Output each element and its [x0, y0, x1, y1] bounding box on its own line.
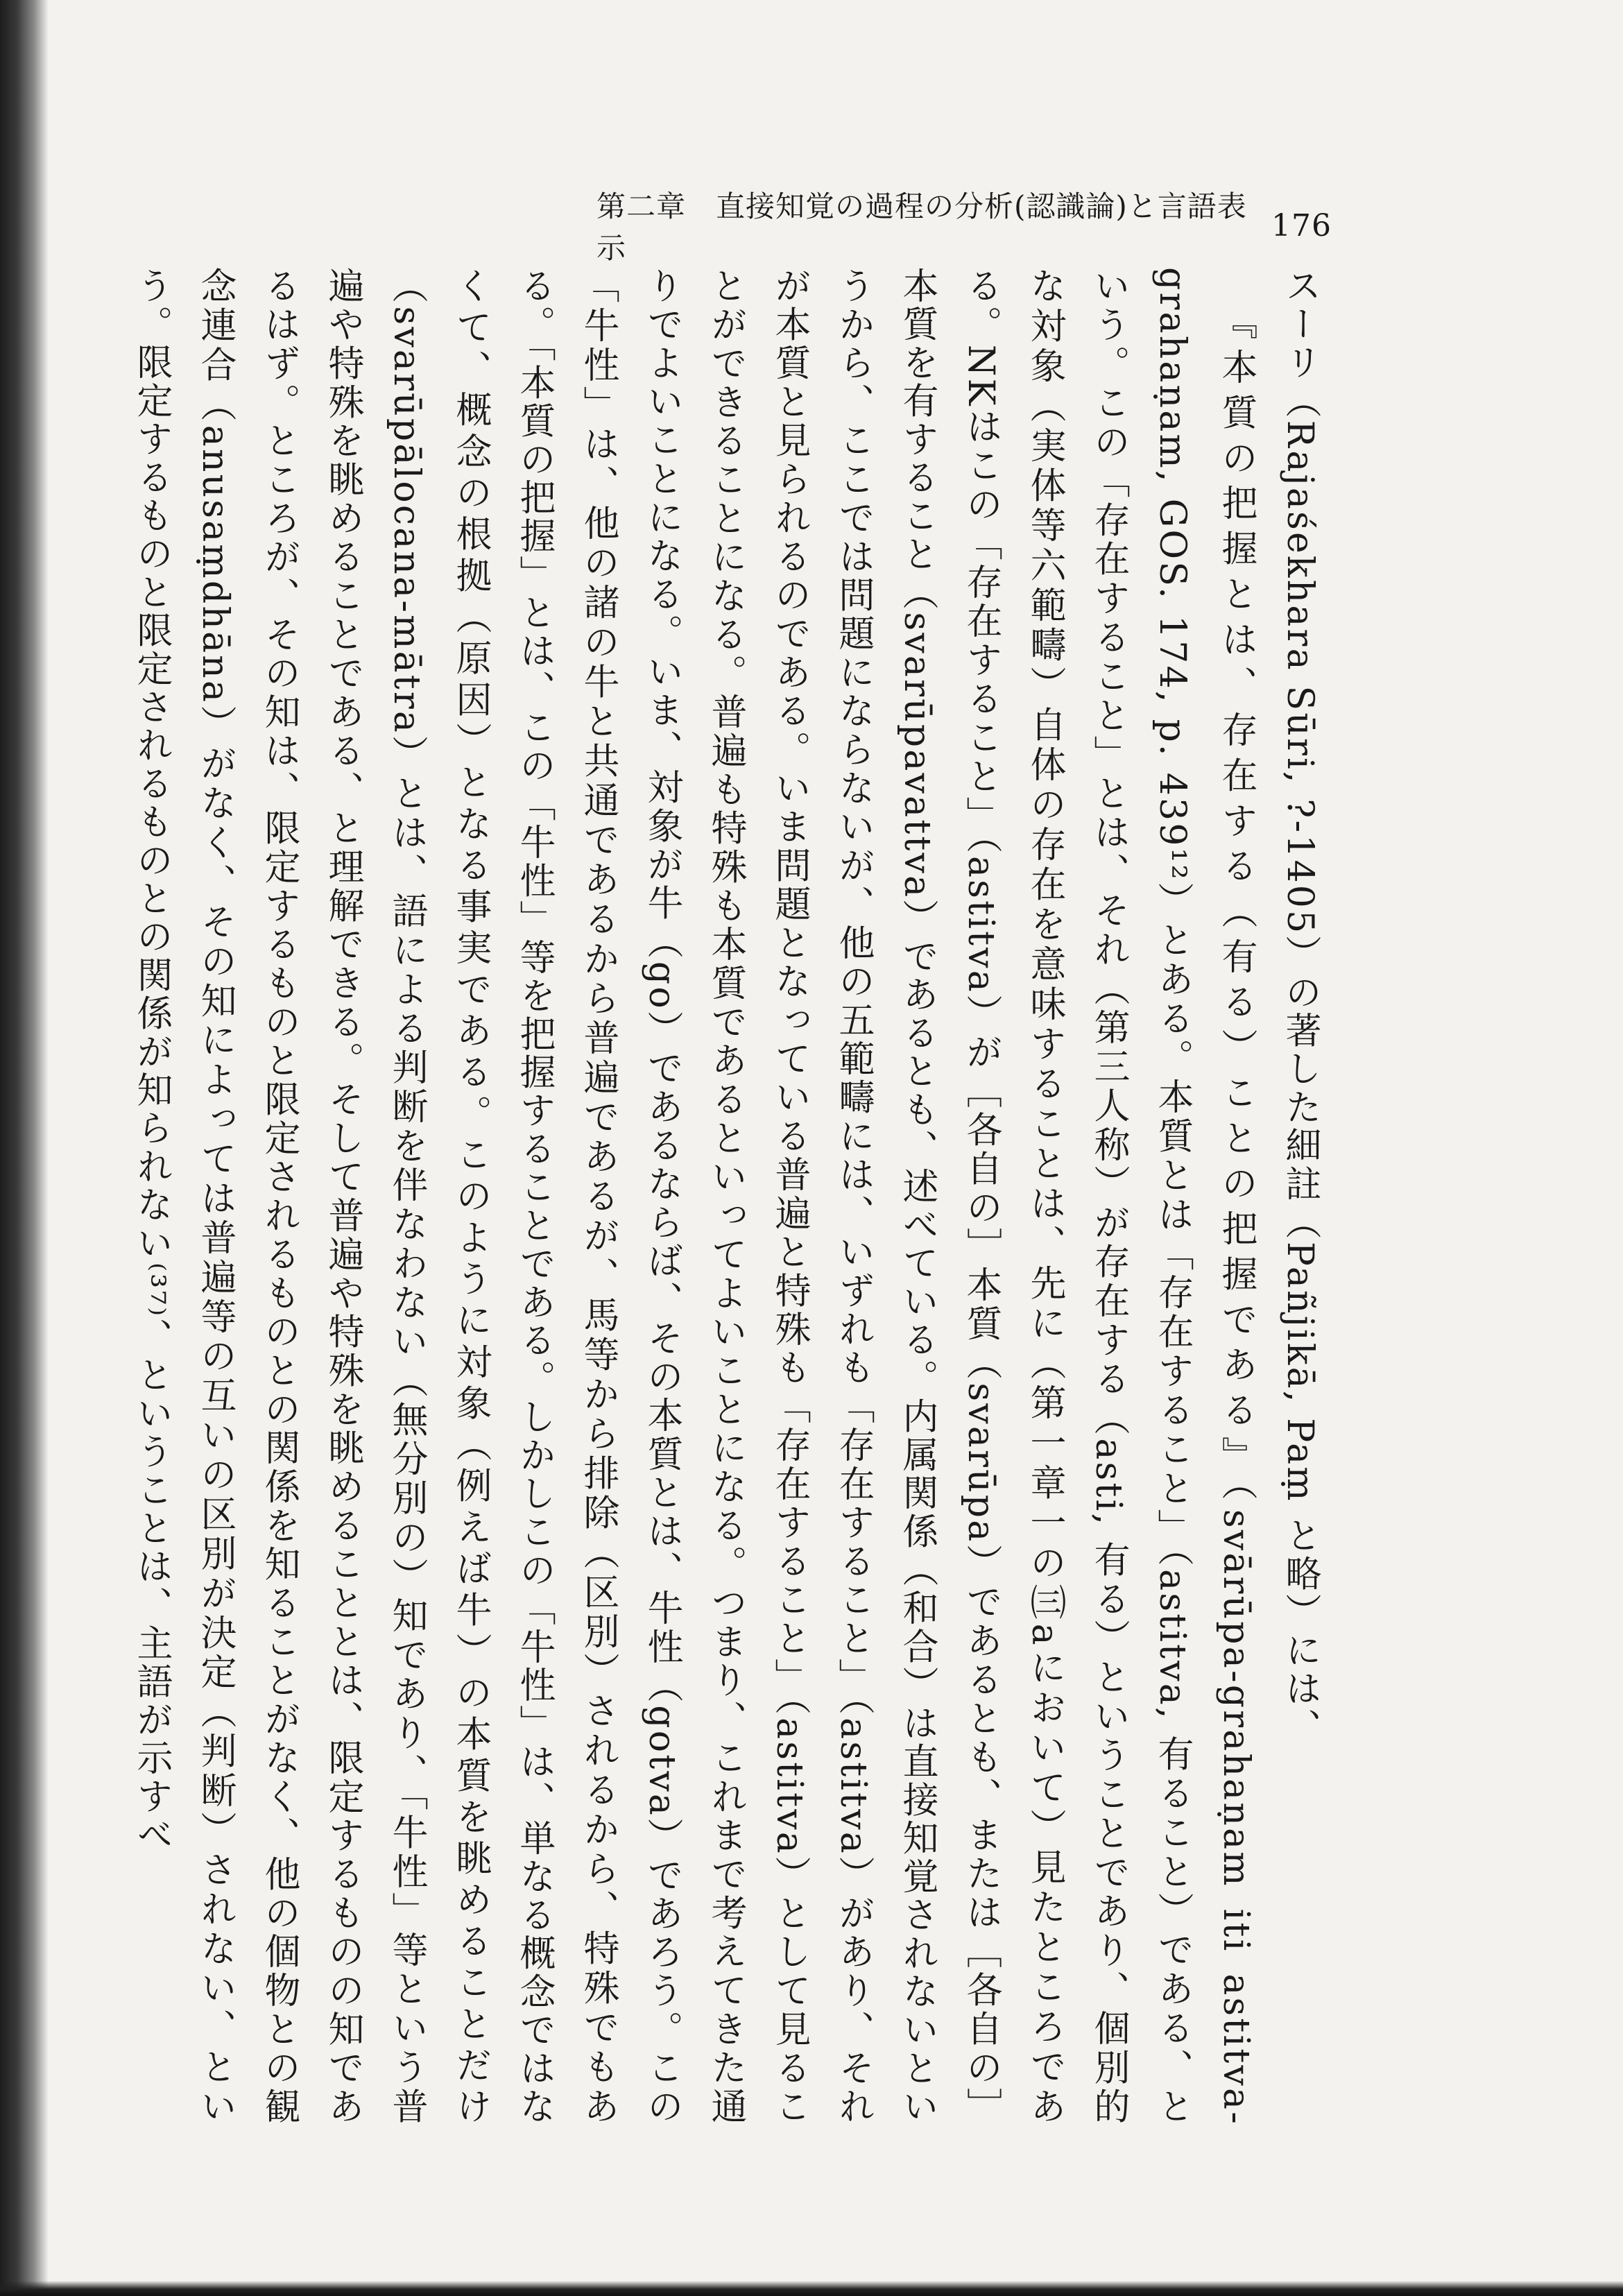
body-text	[130, 267, 1332, 2126]
page-bottom-edge	[0, 2281, 1623, 2296]
running-head	[596, 189, 1332, 265]
chapter-title: 第二章 直接知覚の過程の分析(認識論)と言語表示	[596, 189, 1247, 265]
paragraph: スーリ（Rajaśekhara Sūri, ?-1405）の著した細註（Pañjikā, Paṃ と略）には、	[1279, 267, 1321, 1747]
page-number: 176	[1271, 207, 1332, 243]
binding-shadow	[0, 0, 49, 2296]
paragraph: 『本質の把握とは、存在する（有る）ことの把握である』（svārūpa-grahaṇam iti astitva-grahaṇam, GOS. 174, p. 439¹²）とある。本質とは「存在すること」（astitva, 有ること）である、という。この「存在すること」とは、それ（第三人称）が存在する（asti, 有る）ということであり、個別的な対象（実体等六範疇）自体の存在を意味することは、先に（第一章一の㈢aにおいて）見たところである。NKはこの「存在すること」（astitva）が［各自の］本質（svarūpa）であるとも、または［各自の］本質を有すること（svarūpavattva）であるとも、述べている。内属関係（和合）は直接知覚されないというから、ここでは問題にならないが、他の五範疇には、いずれも「存在すること」（astitva）があり、それが本質と見られるのである。いま問題となっている普遍と特殊も「存在すること」（astitva）として見ることができることになる。普遍も特殊も本質であるといってよいことになる。つまり、これまで考えてきた通りでよいことになる。いま、対象が牛（go）であるならば、その本質とは、牛性（gotva）であろう。この「牛性」は、他の諸の牛と共通であるから普遍であるが、馬等から排除（区別）されるから、特殊でもある。「本質の把握」とは、この「牛性」等を把握することである。しかしこの「牛性」は、単なる概念ではなくて、概念の根拠（原因）となる事実である。このように対象（例えば牛）の本質を眺めることだけ（svarūpālocana-mātra）とは、語による判断を伴なわない（無分別の）知であり、「牛性」等という普遍や特殊を眺めることである、と理解できる。そして普遍や特殊を眺めることとは、限定するものの知であるはず。ところが、その知は、限定するものと限定されるものとの関係を知ることがなく、他の個物との観念連合（anusaṃdhāna）がなく、その知によっては普遍等の互いの区別が決定（判断）されない、という。限定するものと限定されるものとの関係が知られない⁽³⁷⁾、ということは、主語が示すべ	[130, 267, 1257, 2126]
